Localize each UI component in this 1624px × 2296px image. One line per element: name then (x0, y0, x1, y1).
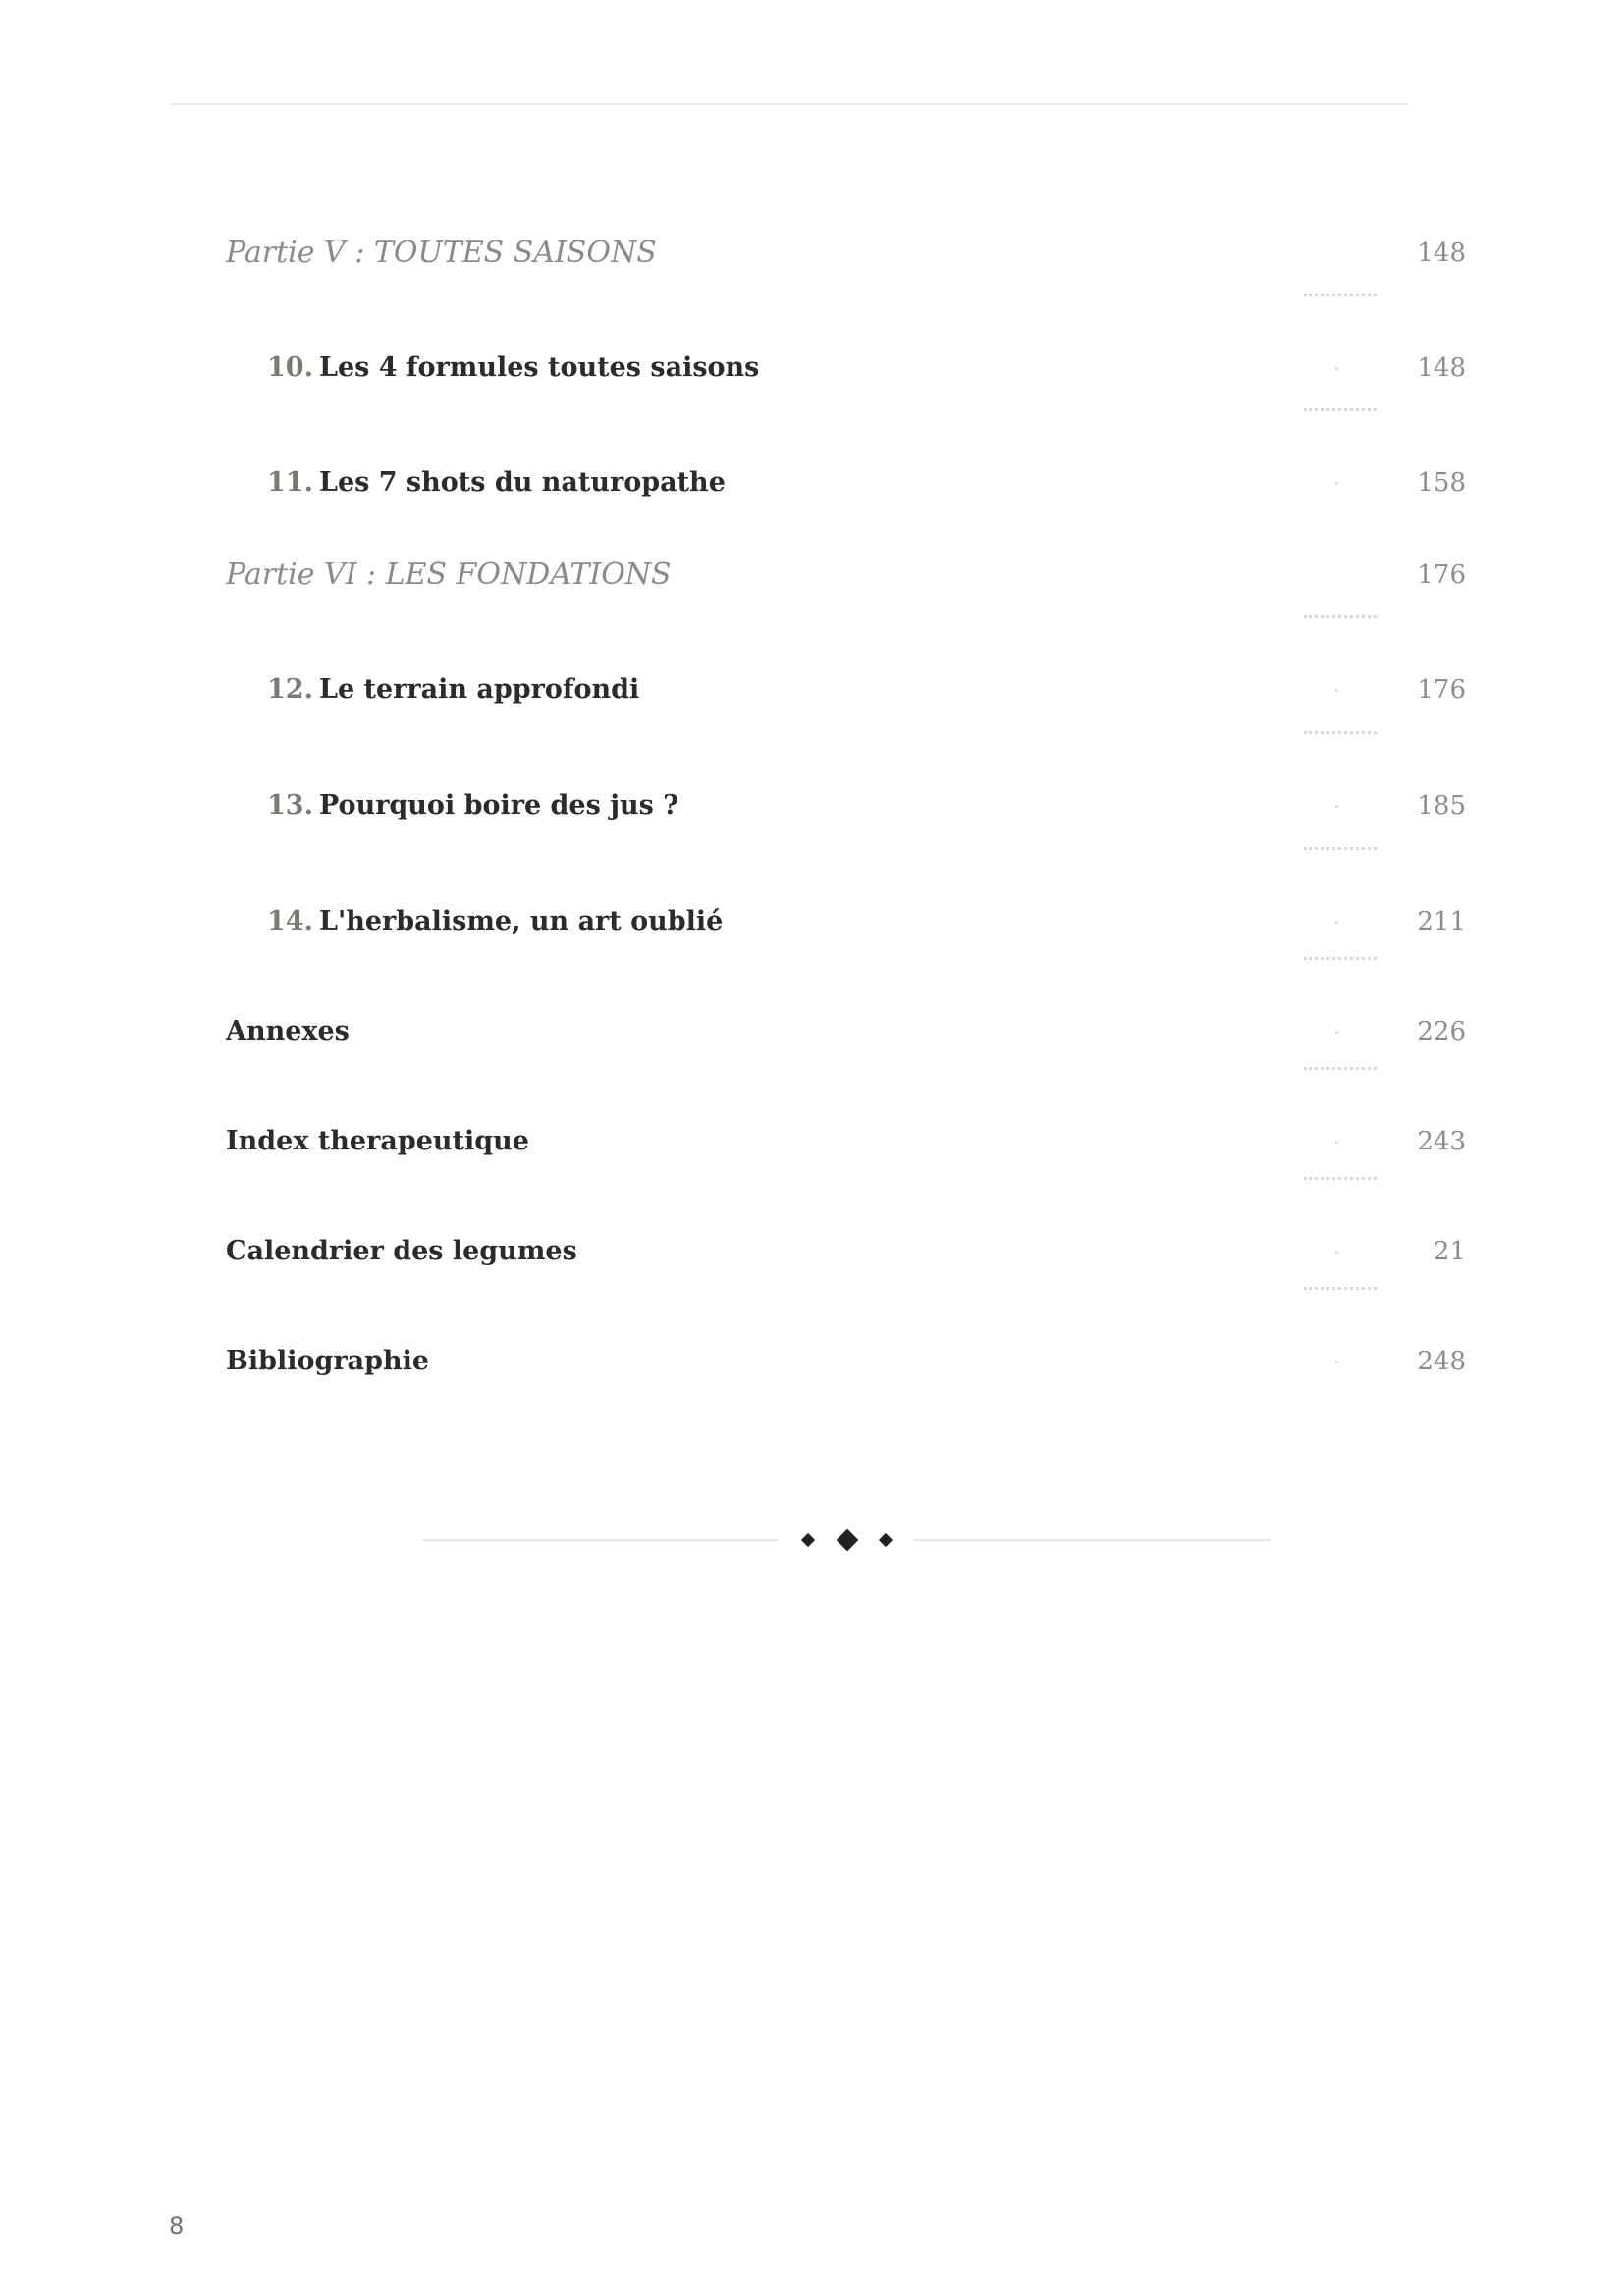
dot-leader (1304, 1177, 1377, 1186)
leader-dot (1335, 689, 1338, 692)
leader-dot (1335, 1031, 1338, 1034)
diamond-icon (879, 1533, 893, 1547)
toc-chapter-11[interactable] (0, 454, 1624, 512)
page-number: 176 (1417, 561, 1466, 590)
page-number: 185 (1417, 791, 1466, 821)
dot-leader (1304, 294, 1377, 302)
chapter-label: Les 4 formules toutes saisons (318, 352, 760, 383)
dot-leader (1304, 731, 1377, 740)
page-number: 158 (1417, 468, 1466, 498)
diamond-icon (801, 1533, 815, 1547)
toc-part-5[interactable] (0, 224, 1624, 283)
dot-leader (1304, 1067, 1377, 1076)
part-title: Partie V : TOUTES SAISONS (226, 236, 657, 270)
page-number: 248 (1417, 1347, 1466, 1376)
toc-bibliographie[interactable] (0, 1332, 1624, 1391)
toc-chapter-10[interactable] (0, 339, 1624, 398)
section-title: Annexes (226, 1016, 350, 1046)
leader-dot (1335, 1361, 1338, 1363)
chapter-title (267, 776, 678, 835)
chapter-title (267, 661, 639, 720)
chapter-title (267, 454, 726, 512)
section-title: Calendrier des legumes (226, 1236, 577, 1266)
page-number: 148 (1417, 239, 1466, 268)
leader-dot (1335, 482, 1338, 485)
chapter-label: Pourquoi boire des jus ? (318, 790, 679, 821)
section-title: Bibliographie (226, 1346, 430, 1376)
page-number: 211 (1417, 907, 1466, 936)
divider-line-left (422, 1539, 778, 1541)
page-number: 148 (1417, 353, 1466, 383)
chapter-title (267, 339, 759, 398)
section-title: Index therapeutique (226, 1126, 529, 1156)
dot-leader (1304, 615, 1377, 624)
toc-chapter-13[interactable] (0, 776, 1624, 835)
chapter-number: 10. (267, 352, 313, 383)
dot-leader (1304, 957, 1377, 966)
toc-annexes[interactable] (0, 1002, 1624, 1061)
chapter-label: L'herbalisme, un art oublié (318, 906, 724, 936)
leader-dot (1335, 805, 1338, 808)
diamond-icon (837, 1529, 859, 1552)
leader-dot (1335, 1141, 1338, 1144)
section-divider-ornament (422, 1527, 1271, 1553)
page-number: 21 (1433, 1237, 1466, 1266)
page-number: 176 (1417, 675, 1466, 705)
leader-dot (1335, 921, 1338, 924)
footer-page-number: 8 (169, 2213, 185, 2240)
part-title: Partie VI : LES FONDATIONS (226, 558, 672, 592)
chapter-title (267, 892, 723, 951)
page-number: 226 (1417, 1017, 1466, 1046)
toc-index[interactable] (0, 1112, 1624, 1171)
chapter-label: Le terrain approfondi (318, 674, 640, 705)
page-number: 243 (1417, 1127, 1466, 1156)
divider-line-right (914, 1539, 1271, 1541)
dot-leader (1304, 1287, 1377, 1296)
toc-part-6[interactable] (0, 546, 1624, 605)
toc-chapter-12[interactable] (0, 661, 1624, 720)
chapter-number: 11. (267, 467, 313, 498)
chapter-number: 12. (267, 674, 313, 705)
dot-leader (1304, 847, 1377, 856)
chapter-number: 14. (267, 906, 313, 936)
toc-chapter-14[interactable] (0, 892, 1624, 951)
leader-dot (1335, 1251, 1338, 1254)
dot-leader (1304, 408, 1377, 417)
toc-calendrier[interactable] (0, 1222, 1624, 1281)
leader-dot (1335, 367, 1338, 370)
chapter-number: 13. (267, 790, 313, 821)
chapter-label: Les 7 shots du naturopathe (318, 467, 726, 498)
